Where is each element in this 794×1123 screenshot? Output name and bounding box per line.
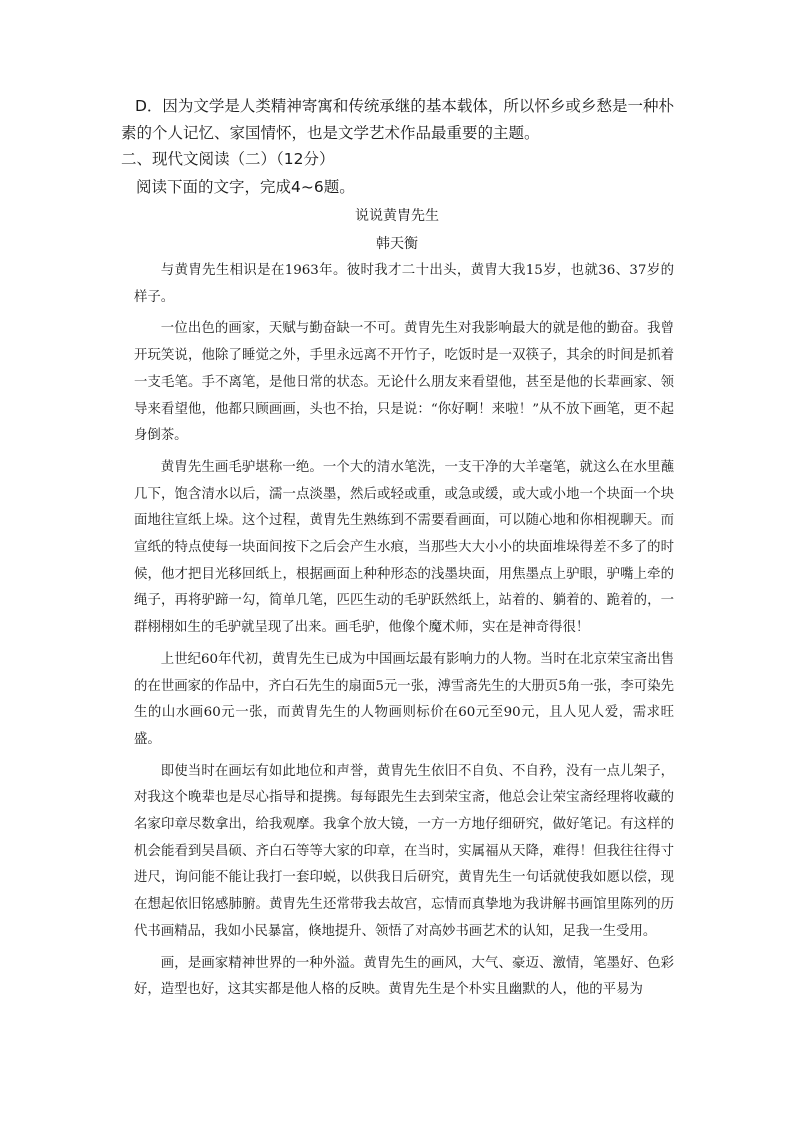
option-d-text: D．因为文学是人类精神寄寓和传统承继的基本载体，所以怀乡或乡愁是一种朴素的个人记忆、家国情怀，也是文学艺术作品最重要的主题。 xyxy=(121,97,674,142)
article-paragraph: 一位出色的画家，天赋与勤奋缺一不可。黄胄先生对我影响最大的就是他的勤奋。我曾开玩笑说，他除了睡觉之外，手里永远离不开竹子，吃饭时是一双筷子，其余的时间是抓着一支毛笔。手不离笔，是他日常的状态。无论什么朋友来看望他，甚至是他的长辈画家、领导来看望他，他都只顾画画，头也不抬，只是说：“你好啊！来啦！”从不放下画笔，更不起身倒茶。 xyxy=(134,321,674,444)
article-title: 说说黄胄先生 xyxy=(355,208,439,224)
article-paragraph: 上世纪60年代初，黄胄先生已成为中国画坛最有影响力的人物。当时在北京荣宝斋出售的在世画家的作品中，齐白石先生的扇面5元一张，溥雪斋先生的大册页5角一张，李可染先生的山水画60元一张，而黄胄先生的人物画则标价在60元至90元，且人见人爱，需求旺盛。 xyxy=(134,651,674,747)
instruction-text: 阅读下面的文字，完成4~6题。 xyxy=(136,178,355,196)
article-paragraph: 即使当时在画坛有如此地位和声誉，黄胄先生依旧不自负、不自矜，没有一点儿架子，对我这个晚辈也是尽心指导和提携。每每跟先生去到荣宝斋，他总会让荣宝斋经理将收藏的名家印章尽数拿出，给我观摩。我拿个放大镜，一方一方地仔细研究，做好笔记。有这样的机会能看到吴昌硕、齐白石等等大家的印章，在当时，实属福从天降，难得！但我往往得寸进尺，询问能不能让我打一套印蜕，以供我日后研究，黄胄先生一句话就使我如愿以偿，现在想起依旧铭感肺腑。黄胄先生还常带我去故宫，忘情而真挚地为我讲解书画馆里陈列的历代书画精品，我如小民暴富，倏地提升、领悟了对高妙书画艺术的认知，足我一生受用。 xyxy=(134,763,674,939)
article-paragraph: 与黄胄先生相识是在1963年。彼时我才二十出头，黄胄大我15岁，也就36、37岁的样子。 xyxy=(134,263,674,305)
article-author: 韩天衡 xyxy=(376,236,418,252)
article-paragraph: 画，是画家精神世界的一种外溢。黄胄先生的画风，大气、豪迈、激情，笔墨好、色彩好，造型也好，这其实都是他人格的反映。黄胄先生是个朴实且幽默的人，他的平易为 xyxy=(134,955,674,998)
article-body xyxy=(134,258,674,1009)
section-heading: 二、现代文阅读（二）（12分） xyxy=(121,150,335,168)
article-paragraph: 黄胄先生画毛驴堪称一绝。一个大的清水笔洗，一支干净的大羊毫笔，就这么在水里蘸几下，饱含清水以后，濡一点淡墨，然后或轻或重，或急或缓，或大或小地一个块面一个块面地往宣纸上垛。这个过程，黄胄先生熟练到不需要看画面，可以随心地和你相视聊天。而宣纸的特点使每一块面间按下之后会产生水痕，当那些大大小小的块面堆垛得差不多了的时候，他才把目光移回纸上，根据画面上种种形态的浅墨块面，用焦墨点上驴眼，驴嘴上牵的绳子，再将驴蹄一勾，简单几笔，匹匹生动的毛驴跃然纸上，站着的、躺着的、跪着的，一群栩栩如生的毛驴就呈现了出来。画毛驴，他像个魔术师，实在是神奇得很！ xyxy=(134,459,674,636)
